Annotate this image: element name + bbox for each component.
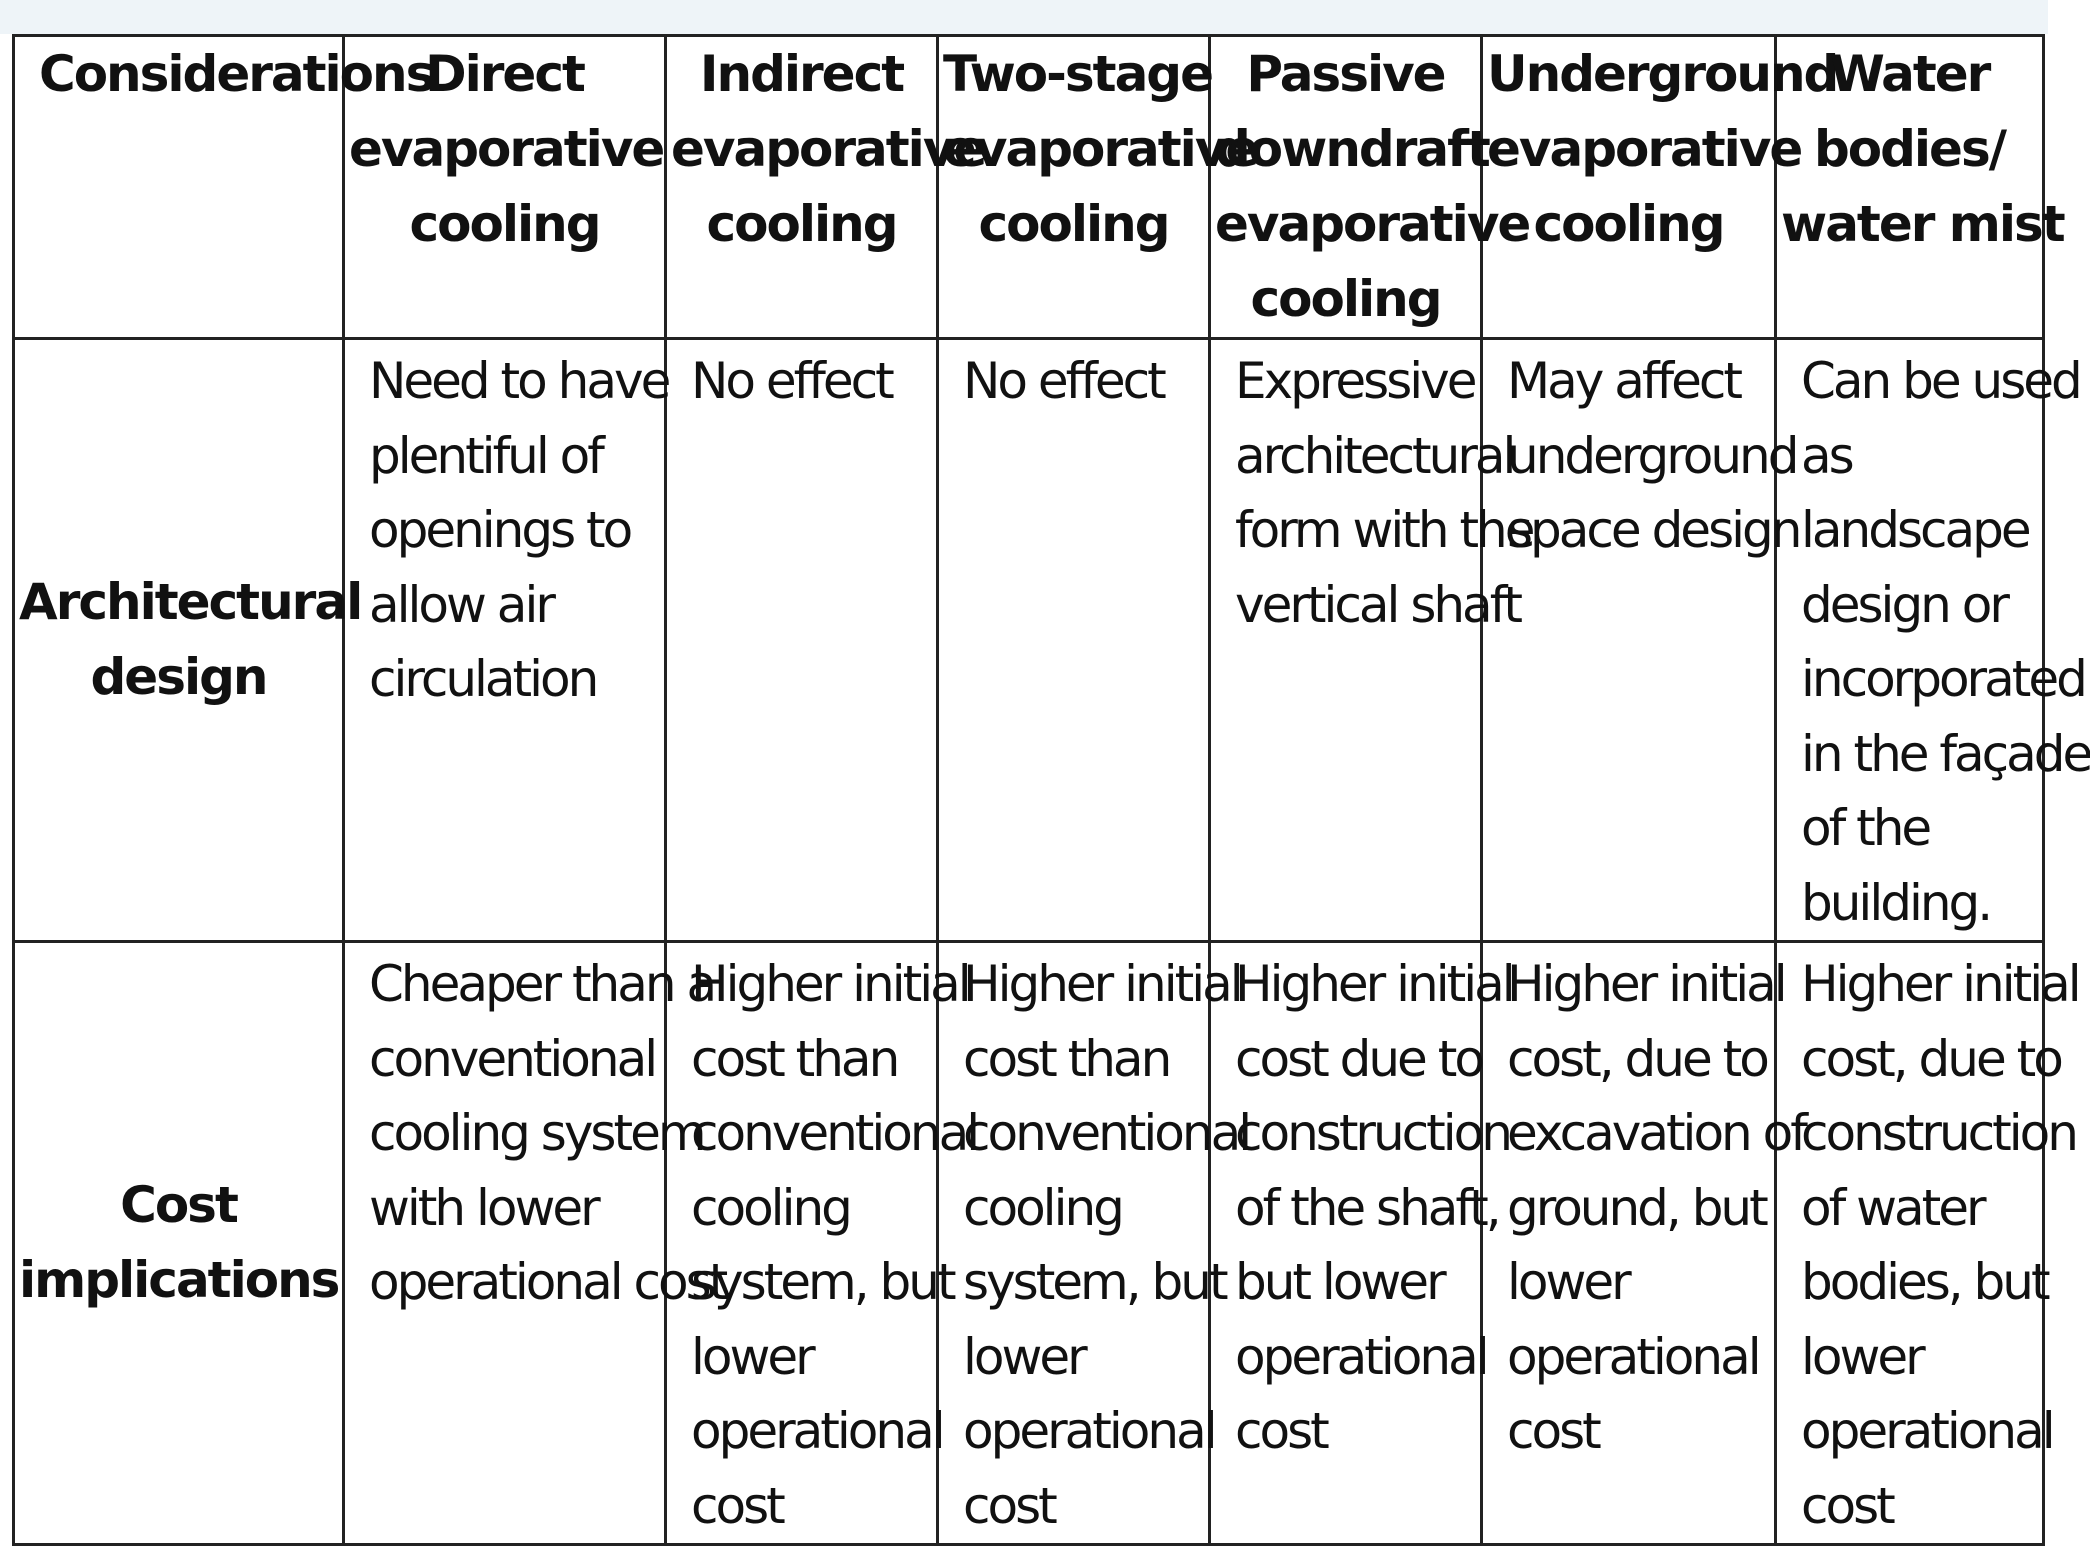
header-line: evaporative	[671, 120, 986, 178]
cell-line: cost, due to	[1801, 1029, 2061, 1088]
cell-line: operational	[1235, 1327, 1487, 1386]
cell-cost-direct	[344, 942, 726, 1545]
header-line: cooling	[1250, 270, 1441, 328]
header-underground-evaporative-cooling	[1482, 36, 1838, 339]
cell-line: cost, due to	[1507, 1029, 1767, 1088]
cell-line: cost	[1801, 1476, 1893, 1535]
header-indirect-evaporative-cooling	[666, 36, 986, 339]
row-label-line: Architectural	[19, 573, 362, 631]
cell-cost-two-stage	[938, 942, 1250, 1545]
cell-line: operational cost	[369, 1253, 726, 1311]
cell-line: Higher initial	[1235, 955, 1513, 1013]
cell-architectural-indirect	[666, 339, 938, 942]
cell-line: operational	[691, 1402, 943, 1460]
cell-line: underground	[1507, 426, 1797, 485]
cell-line: lower	[1801, 1327, 1923, 1386]
cell-line: with lower	[369, 1178, 598, 1237]
cell-line: system, but	[691, 1253, 954, 1311]
cell-line: allow air	[369, 575, 553, 634]
top-band	[0, 0, 2048, 34]
cell-line: operational	[963, 1402, 1215, 1460]
cell-line: cooling system	[369, 1104, 704, 1162]
header-line: evaporative	[1487, 120, 1802, 178]
cell-line: Can be used	[1801, 352, 2080, 410]
header-line: Underground	[1487, 45, 1838, 103]
cell-line: of water	[1801, 1178, 1984, 1237]
header-line: cooling	[706, 195, 897, 253]
cell-line: Need to have	[369, 352, 669, 410]
cell-line: circulation	[369, 650, 597, 708]
cell-line: cost	[963, 1476, 1055, 1535]
cell-line: No effect	[691, 352, 892, 410]
cell-line: cost than	[691, 1029, 898, 1088]
cell-line: excavation of	[1507, 1104, 1805, 1162]
cell-architectural-passive-downdraft	[1210, 339, 1533, 942]
cell-line: conventional	[369, 1029, 656, 1088]
cell-line: building.	[1801, 873, 1991, 932]
cell-line: vertical shaft	[1235, 575, 1521, 634]
cell-line: landscape	[1801, 501, 2029, 559]
header-line: cooling	[978, 195, 1169, 253]
cell-line: Higher initial	[1507, 955, 1785, 1013]
header-considerations	[14, 36, 434, 339]
cell-architectural-direct	[344, 339, 669, 942]
header-line: water mist	[1781, 195, 2064, 253]
header-line: cooling	[1533, 195, 1724, 253]
cell-cost-indirect	[666, 942, 978, 1545]
header-passive-downdraft-evaporative-cooling	[1210, 36, 1530, 339]
cell-architectural-water-bodies	[1776, 339, 2090, 942]
header-line: Water	[1829, 45, 1990, 103]
cell-line: Cheaper than a	[369, 955, 715, 1013]
row-label-line: Cost	[120, 1176, 237, 1234]
cell-line: architectural	[1235, 426, 1514, 485]
cell-line: cost	[1235, 1402, 1327, 1460]
cell-line: Expressive	[1235, 352, 1475, 410]
cell-line: construction	[1235, 1104, 1510, 1162]
row-label-line: implications	[19, 1251, 339, 1309]
cell-line: cost than	[963, 1029, 1170, 1088]
cell-cost-underground	[1482, 942, 1805, 1545]
header-line: Direct	[425, 45, 584, 103]
cell-line: openings to	[369, 501, 631, 559]
cell-line: cost	[691, 1476, 783, 1535]
cell-line: cost due to	[1235, 1029, 1482, 1088]
header-line: Passive	[1246, 45, 1445, 103]
comparison-table	[12, 34, 2090, 1546]
cell-line: form with the	[1235, 501, 1533, 559]
cell-line: operational	[1801, 1402, 2053, 1460]
row-cost-implications	[14, 942, 2044, 1545]
row-label-line: design	[90, 648, 267, 706]
row-label-architectural-design	[14, 339, 362, 942]
row-label-cost-implications	[14, 942, 344, 1545]
cell-line: No effect	[963, 352, 1164, 410]
header-line: Considerations	[39, 45, 434, 103]
header-line: bodies/	[1813, 120, 2005, 178]
header-line: evaporative	[349, 120, 664, 178]
cell-line: space design	[1507, 501, 1800, 559]
cell-line: system, but	[963, 1253, 1226, 1311]
cell-line: lower	[691, 1327, 813, 1386]
cell-line: Higher initial	[963, 955, 1241, 1013]
cell-line: plentiful of	[369, 426, 602, 485]
cell-line: but lower	[1235, 1253, 1444, 1311]
row-architectural-design	[14, 339, 2044, 942]
cell-line: cooling	[963, 1178, 1122, 1237]
header-line: Indirect	[699, 45, 904, 103]
header-line: evaporative	[943, 120, 1258, 178]
cell-line: Higher initial	[691, 955, 969, 1013]
cell-line: of the shaft,	[1235, 1178, 1499, 1237]
cell-architectural-underground	[1482, 339, 1800, 942]
cell-line: of the	[1801, 799, 1930, 857]
cell-cost-passive-downdraft	[1210, 942, 1513, 1545]
cell-cost-water-bodies	[1776, 942, 2079, 1545]
cell-architectural-two-stage	[938, 339, 1210, 942]
cell-line: ground, but	[1507, 1178, 1766, 1237]
header-row	[14, 36, 2044, 339]
cell-line: incorporated	[1801, 650, 2085, 708]
cell-line: conventional	[963, 1104, 1250, 1162]
cell-line: as	[1801, 426, 1852, 485]
cell-line: bodies, but	[1801, 1253, 2048, 1311]
cell-line: construction	[1801, 1104, 2076, 1162]
cell-line: conventional	[691, 1104, 978, 1162]
cell-line: cost	[1507, 1402, 1599, 1460]
cell-line: design or	[1801, 575, 2007, 634]
header-two-stage-evaporative-cooling	[938, 36, 1258, 339]
header-line: cooling	[409, 195, 600, 253]
cell-line: May affect	[1507, 352, 1740, 410]
cell-line: lower	[963, 1327, 1085, 1386]
cell-line: lower	[1507, 1253, 1629, 1311]
header-line: Two-stage	[943, 45, 1213, 103]
cell-line: cooling	[691, 1178, 850, 1237]
cell-line: Higher initial	[1801, 955, 2079, 1013]
header-line: downdraft	[1215, 120, 1489, 178]
cell-line: in the façade	[1801, 724, 2090, 783]
cell-line: operational	[1507, 1327, 1759, 1386]
header-line: evaporative	[1215, 195, 1530, 253]
